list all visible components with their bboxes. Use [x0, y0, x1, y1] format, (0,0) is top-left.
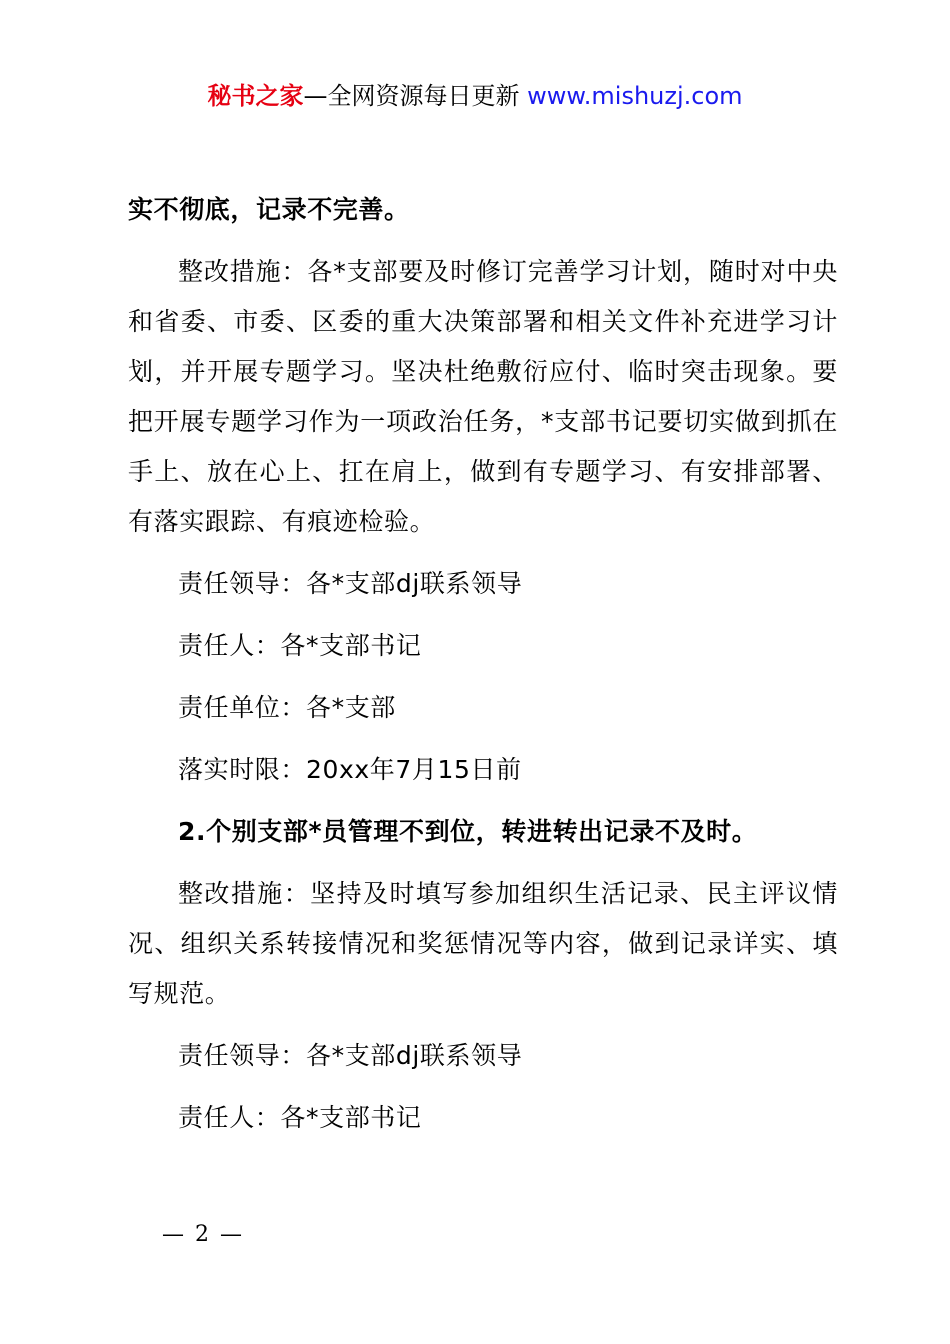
brand-name: 秘书之家	[207, 82, 304, 110]
paragraph-leader-2: 责任领导：各*支部dj联系领导	[178, 1041, 523, 1070]
heading-problem-2: 2.个别支部*员管理不到位，转进转出记录不及时。	[178, 817, 758, 846]
paragraph-deadline-1: 落实时限：20xx年7月15日前	[178, 755, 522, 784]
paragraph-responsible-2: 责任人：各*支部书记	[178, 1103, 422, 1132]
paragraph-responsible-1: 责任人：各*支部书记	[178, 631, 422, 660]
site-url-link[interactable]: www.mishuzj.com	[527, 82, 743, 110]
document-body	[128, 185, 838, 1155]
paragraph-measures-1: 整改措施：各*支部要及时修订完善学习计划，随时对中央和省委、市委、区委的重大决策部署和相关文件补充进学习计划，并开展专题学习。坚决杜绝敷衍应付、临时突击现象。要把开展专题学习作为一项政治任务，*支部书记要切实做到抓在手上、放在心上、扛在肩上，做到有专题学习、有安排部署、有落实跟踪、有痕迹检验。	[128, 257, 838, 536]
paragraph-measures-2: 整改措施：坚持及时填写参加组织生活记录、民主评议情况、组织关系转接情况和奖惩情况等内容，做到记录详实、填写规范。	[128, 879, 838, 1008]
page-number: — 2 —	[162, 1222, 244, 1247]
paragraph-leader-1: 责任领导：各*支部dj联系领导	[178, 569, 523, 598]
site-header	[0, 80, 950, 112]
header-tagline: —全网资源每日更新	[303, 82, 528, 110]
paragraph-unit-1: 责任单位：各*支部	[178, 693, 396, 722]
paragraph-problem-continuation: 实不彻底，记录不完善。	[128, 195, 410, 224]
